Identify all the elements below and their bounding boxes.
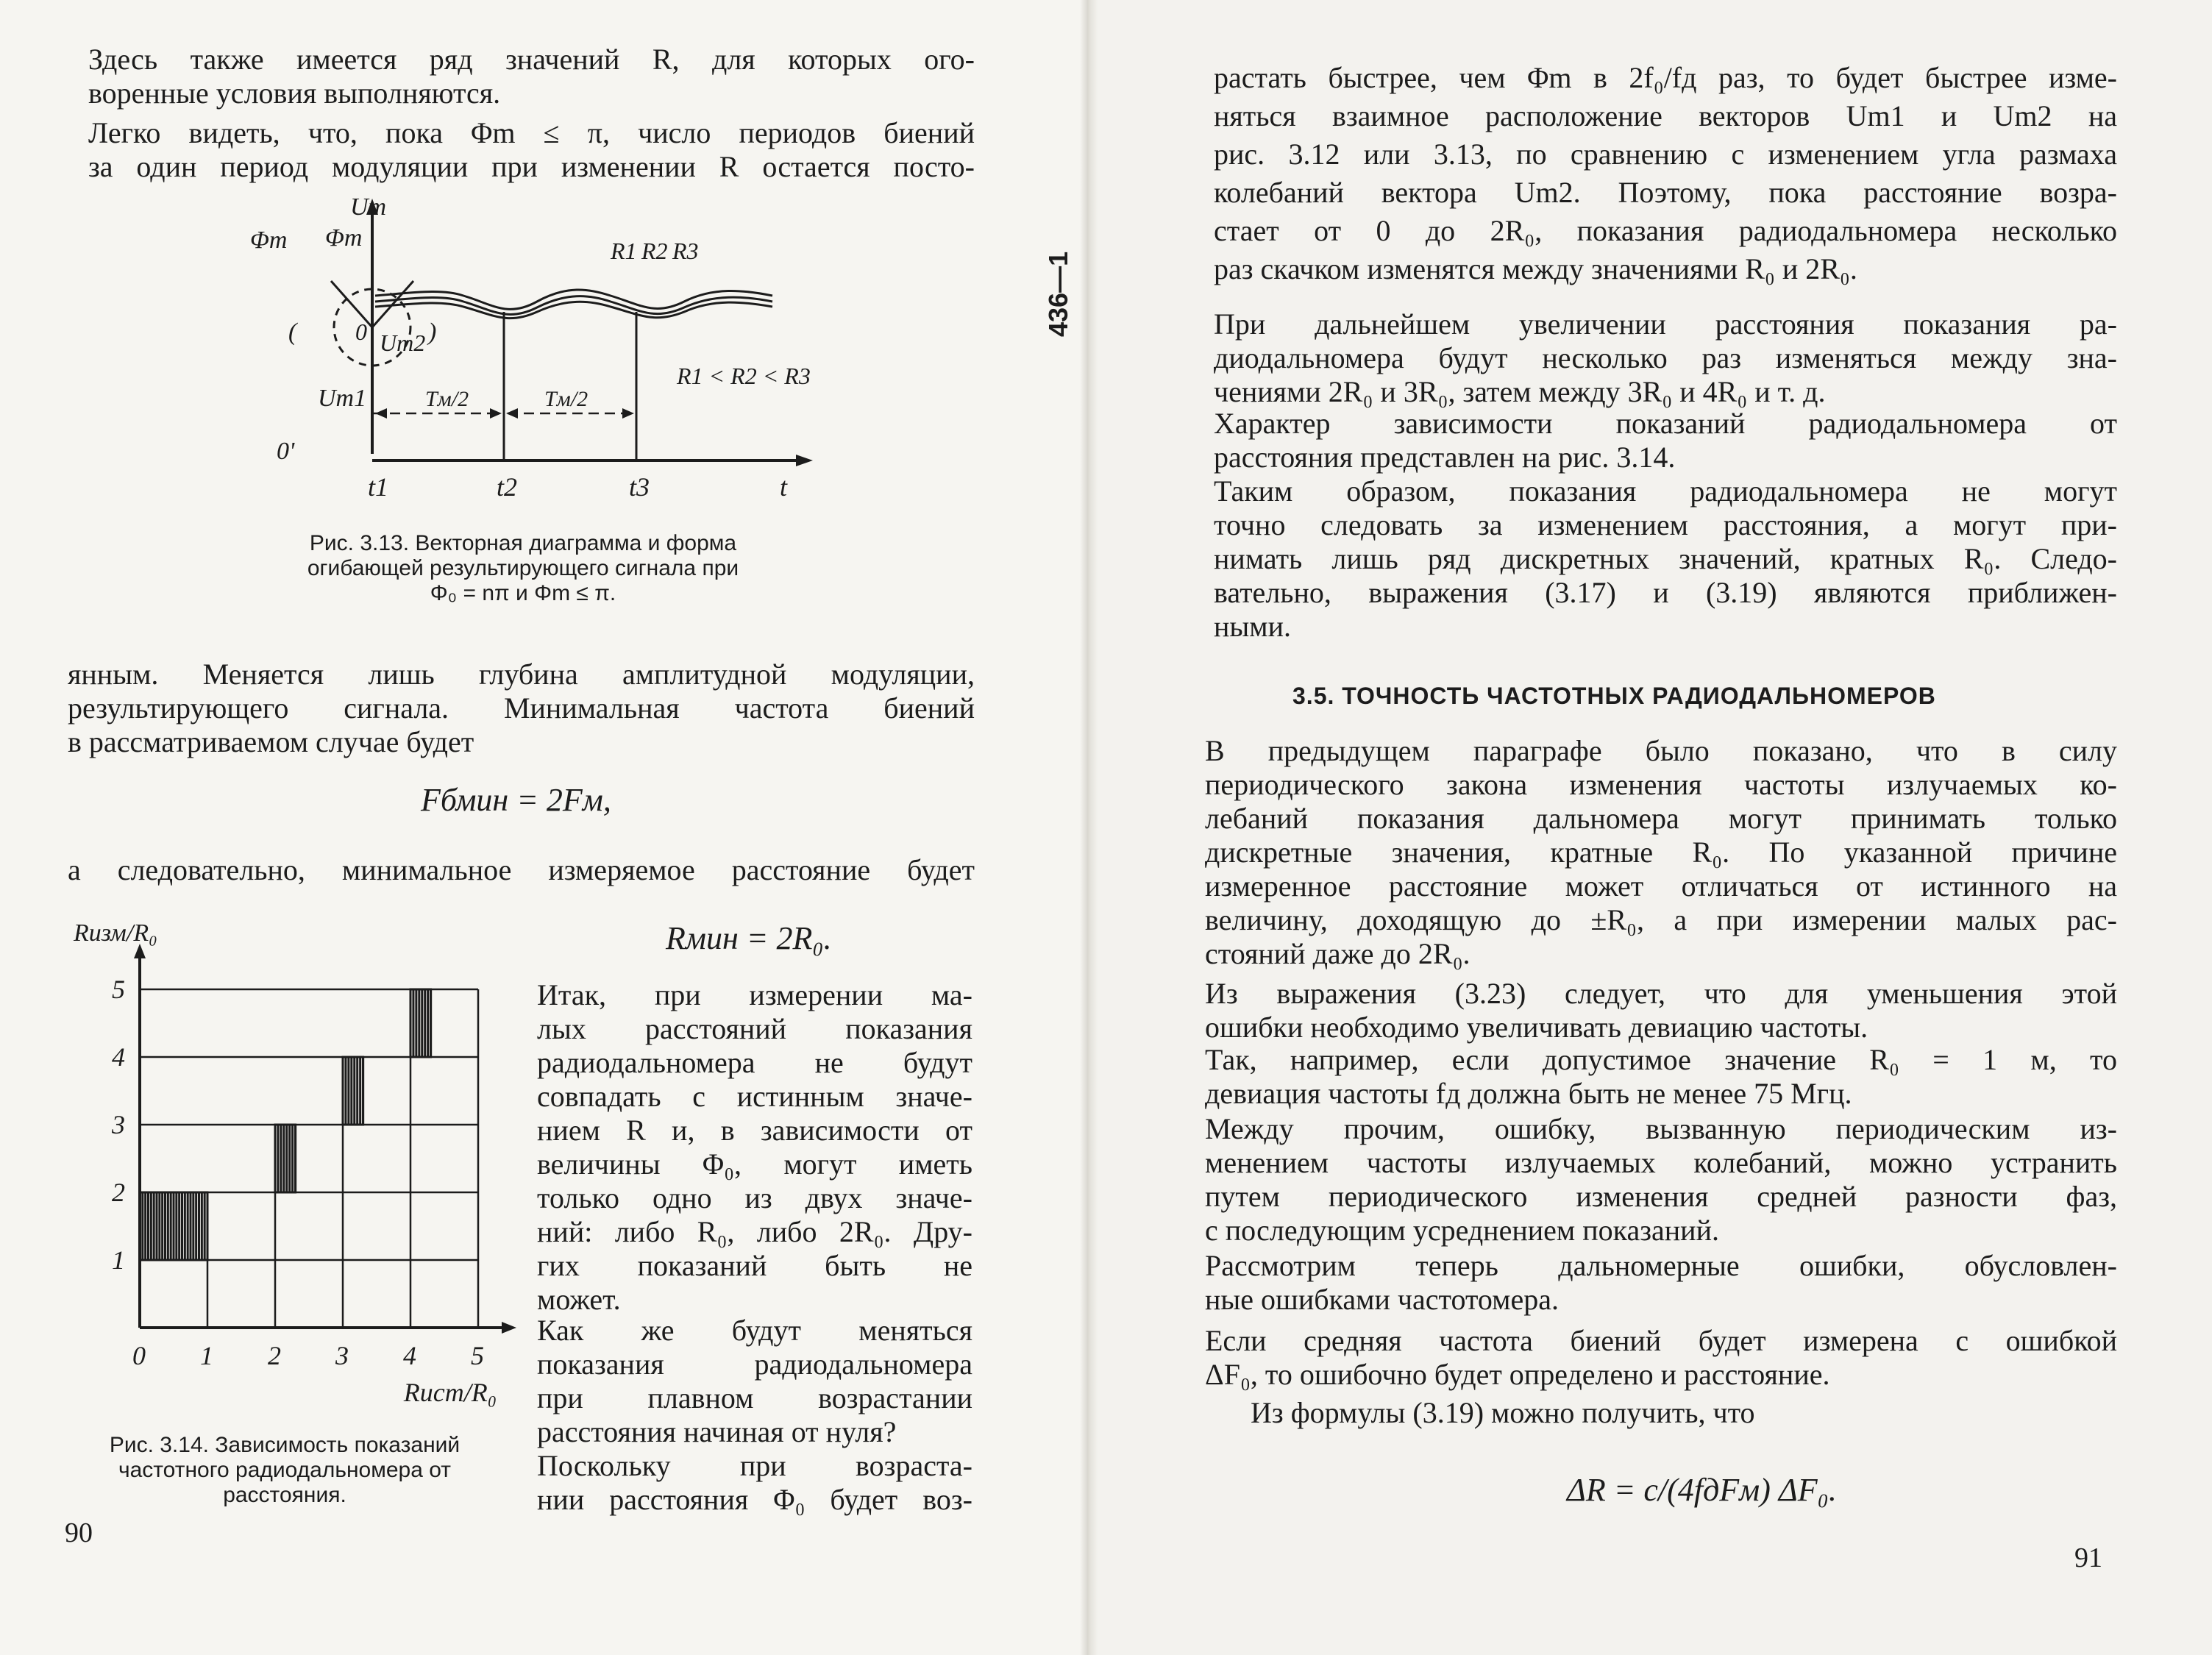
label-phi-left: Φm xyxy=(250,227,288,254)
text-line: диодальномера будут несколько раз изменяться между зна- xyxy=(1214,341,2117,374)
figure-3-13 xyxy=(243,193,817,509)
text-line: Здесь также имеется ряд значений R, для которых ого- xyxy=(88,43,975,76)
x-tick-label: 4 xyxy=(403,1341,416,1370)
fig313-caption xyxy=(247,531,799,606)
dim-arrow xyxy=(490,408,502,419)
text-line: чениями 2R₀ и 3R₀, затем между 3R₀ и 4R₀ и т. д. xyxy=(1214,375,1826,408)
text-line: величины Φ₀, могут иметь xyxy=(537,1147,972,1181)
text-line: а следовательно, минимальное измеряемое расстояние будет xyxy=(68,853,975,886)
text-line: При дальнейшем увеличении расстояния показания ра- xyxy=(1214,307,2117,341)
right-para-2 xyxy=(1214,307,2117,409)
text-line: нии расстояния Φ₀ будет воз- xyxy=(537,1483,972,1516)
page-number-left: 90 xyxy=(65,1517,93,1548)
t-axis-arrow xyxy=(796,455,813,466)
right-para-9 xyxy=(1205,1249,2117,1317)
right-para-3 xyxy=(1214,407,2117,474)
y-axis-label: Rизм/R₀ xyxy=(74,919,157,947)
text-line: расстояния начиная от нуля? xyxy=(537,1415,897,1448)
left-para-2 xyxy=(88,116,975,184)
text-line: Как же будут меняться xyxy=(537,1314,972,1347)
text-line: рис. 3.12 или 3.13, по сравнению с изменением угла размаха xyxy=(1214,138,2117,171)
text-line: при плавном возрастании xyxy=(537,1381,972,1414)
text-line: Так, например, если допустимое значение R₀ = 1 м, то xyxy=(1205,1043,2117,1076)
caption-line: расстояния. xyxy=(223,1483,346,1507)
text-line: Таким образом, показания радиодальномера не могут xyxy=(1214,474,2117,508)
right-para-4 xyxy=(1214,474,2117,644)
left-para-3 xyxy=(68,658,975,759)
text-line: совпадать с истинным значе- xyxy=(537,1080,972,1113)
label-t1: t1 xyxy=(368,472,389,502)
right-para-5 xyxy=(1205,734,2117,971)
text-line: вательно, выражения (3.17) и (3.19) являются приближен- xyxy=(1214,576,2117,609)
label-um2: Um2 xyxy=(380,330,426,356)
left-para-7 xyxy=(537,1449,972,1517)
text-line: няться взаимное расположение векторов Um1 и Um2 на xyxy=(1214,99,2117,132)
text-line: измеренное расстояние может отличаться от истинного на xyxy=(1205,869,2117,903)
text-line: показания радиодальномера xyxy=(537,1348,972,1381)
figure-3-14 xyxy=(66,908,522,1409)
text-line: растать быстрее, чем Φm в 2f₀/fд раз, то будет быстрее изме- xyxy=(1214,61,2117,94)
text-line: стояний даже до 2R₀. xyxy=(1205,937,1470,970)
x-tick-label: 2 xyxy=(268,1341,281,1370)
y-tick-label: 3 xyxy=(112,1110,125,1139)
text-line: расстояния представлен на рис. 3.14. xyxy=(1214,441,1676,474)
label-tm-half-2: Tм/2 xyxy=(544,387,588,411)
text-line: результирующего сигнала. Минимальная частота биений xyxy=(68,691,975,725)
text-line: менением частоты излучаемых колебаний, можно устранить xyxy=(1205,1146,2117,1179)
x-tick-label: 0 xyxy=(132,1341,146,1370)
text-line: лых расстояний показания xyxy=(537,1012,972,1045)
text-line: В предыдущем параграфе было показано, что в силу xyxy=(1205,734,2117,767)
text-line: может. xyxy=(537,1283,621,1316)
formula-delta-r: ΔR = c/(4fдFм) ΔF₀. xyxy=(1567,1472,1837,1508)
text-line: лебаний показания дальномера могут принимать только xyxy=(1205,802,2117,835)
y-tick-label: 4 xyxy=(112,1042,125,1072)
label-relation: R1 < R2 < R3 xyxy=(677,363,811,389)
text-line: радиодальномера не будут xyxy=(537,1046,972,1079)
label-r1: R1 xyxy=(611,238,637,264)
right-para-8 xyxy=(1205,1112,2117,1248)
label-t3: t3 xyxy=(629,472,650,502)
x-axis-arrow xyxy=(502,1322,516,1334)
text-line: Из формулы (3.19) можно получить, что xyxy=(1251,1396,1755,1429)
book-gutter xyxy=(1080,0,1098,1655)
text-line: нием R и, в зависимости от xyxy=(537,1114,972,1147)
label-tm-half-1: Tм/2 xyxy=(425,387,469,411)
text-line: в рассматриваемом случае будет xyxy=(68,725,474,758)
caption-line: Рис. 3.14. Зависимость показаний xyxy=(109,1433,460,1457)
text-line: Поскольку при возраста- xyxy=(537,1449,972,1482)
text-line: нимать лишь ряд дискретных значений, кратных R₀. Следо- xyxy=(1214,542,2117,575)
text-line: ний: либо R₀, либо 2R₀. Дру- xyxy=(537,1215,972,1248)
envelope-r3 xyxy=(375,302,772,318)
text-line: Из выражения (3.23) следует, что для уменьшения этой xyxy=(1205,977,2117,1010)
label-um-axis: Um xyxy=(350,193,387,221)
text-line: дискретные значения, кратные R₀. По указанной причине xyxy=(1205,836,2117,869)
paren-left: ( xyxy=(288,318,297,346)
left-para-5 xyxy=(537,978,972,1317)
text-line: колебаний вектора Um2. Поэтому, пока расстояние возра- xyxy=(1214,176,2117,209)
right-para-10 xyxy=(1205,1324,2117,1392)
chart-3-14 xyxy=(73,919,516,1407)
text-line: величину, доходящую до ±R₀, а при измерении малых рас- xyxy=(1205,903,2117,936)
label-t2: t2 xyxy=(497,472,518,502)
label-o: 0 xyxy=(355,318,367,345)
envelope-r2 xyxy=(375,296,772,315)
right-para-6 xyxy=(1205,977,2117,1044)
x-axis-label: Rист/R₀ xyxy=(403,1378,497,1407)
left-para-1 xyxy=(88,43,975,110)
text-line: ошибки необходимо увеличивать девиацию частоты. xyxy=(1205,1011,1868,1044)
left-para-4 xyxy=(68,853,975,887)
label-phi-right: Φm xyxy=(325,224,363,252)
dim-arrow xyxy=(375,408,387,419)
margin-code: 436—1 xyxy=(1043,251,1073,337)
text-line: гих показаний быть не xyxy=(537,1249,972,1282)
text-line: Характер зависимости показаний радиодальномера от xyxy=(1214,407,2117,440)
text-line: Между прочим, ошибку, вызванную периодическим из- xyxy=(1205,1112,2117,1145)
page-number-right: 91 xyxy=(2074,1542,2102,1573)
label-um1: Um1 xyxy=(318,385,367,412)
text-line: только одно из двух значе- xyxy=(537,1181,972,1214)
right-para-1 xyxy=(1214,59,2117,288)
right-para-7 xyxy=(1205,1043,2117,1111)
text-line: путем периодического изменения средней разности фаз, xyxy=(1205,1180,2117,1213)
text-line: Итак, при измерении ма- xyxy=(537,978,972,1011)
formula-r-min: Rмин = 2R₀. xyxy=(666,920,832,956)
y-tick-label: 1 xyxy=(112,1245,125,1275)
text-line: раз скачком изменятся между значениями R₀ и 2R₀. xyxy=(1214,252,1857,285)
text-line: Если средняя частота биений будет измерена с ошибкой xyxy=(1205,1324,2117,1357)
label-t: t xyxy=(780,472,788,502)
label-r2: R2 xyxy=(641,238,668,264)
text-line: с последующим усреднением показаний. xyxy=(1205,1214,1719,1247)
text-line: воренные условия выполняются. xyxy=(88,76,501,110)
section-heading: 3.5. ТОЧНОСТЬ ЧАСТОТНЫХ РАДИОДАЛЬНОМЕРОВ xyxy=(1292,683,1936,709)
text-line: точно следовать за изменением расстояния, а могут при- xyxy=(1214,508,2117,541)
text-line: девиация частоты fд должна быть не менее 75 Мгц. xyxy=(1205,1077,1852,1110)
dim-arrow xyxy=(506,408,518,419)
text-line: ными. xyxy=(1214,610,1291,643)
x-tick-label: 5 xyxy=(471,1341,484,1370)
x-tick-label: 1 xyxy=(200,1341,213,1370)
text-line: за один период модуляции при изменении R остается посто- xyxy=(88,150,975,183)
left-para-6 xyxy=(537,1314,972,1449)
y-tick-label: 2 xyxy=(112,1178,125,1207)
text-line: янным. Меняется лишь глубина амплитудной модуляции, xyxy=(68,658,975,691)
text-line: ные ошибками частотомера. xyxy=(1205,1283,1559,1316)
paren-right: ) xyxy=(428,318,437,346)
text-line: ΔF₀, то ошибочно будет определено и расстояние. xyxy=(1205,1358,1830,1391)
caption-line: огибающей результирующего сигнала при xyxy=(307,556,739,580)
text-line: Рассмотрим теперь дальномерные ошибки, обусловлен- xyxy=(1205,1249,2117,1282)
caption-line: Рис. 3.13. Векторная диаграмма и форма xyxy=(309,531,737,555)
fig314-caption xyxy=(68,1433,502,1508)
dim-arrow xyxy=(622,408,634,419)
caption-line: частотного радиодальномера от xyxy=(118,1458,452,1482)
right-para-11 xyxy=(1251,1396,2117,1430)
formula-f-bmin: Fбмин = 2Fм, xyxy=(421,782,611,818)
text-line: периодического закона изменения частоты излучаемых ко- xyxy=(1205,768,2117,801)
label-r3: R3 xyxy=(672,238,699,264)
text-line: Легко видеть, что, пока Φm ≤ π, число периодов биений xyxy=(88,116,975,149)
text-line: стает от 0 до 2R₀, показания радиодальномера несколько xyxy=(1214,214,2117,247)
x-tick-label: 3 xyxy=(335,1341,349,1370)
y-tick-label: 5 xyxy=(112,975,125,1004)
caption-line: Φ₀ = nπ и Φm ≤ π. xyxy=(430,581,616,605)
label-o-prime: 0' xyxy=(277,438,295,465)
